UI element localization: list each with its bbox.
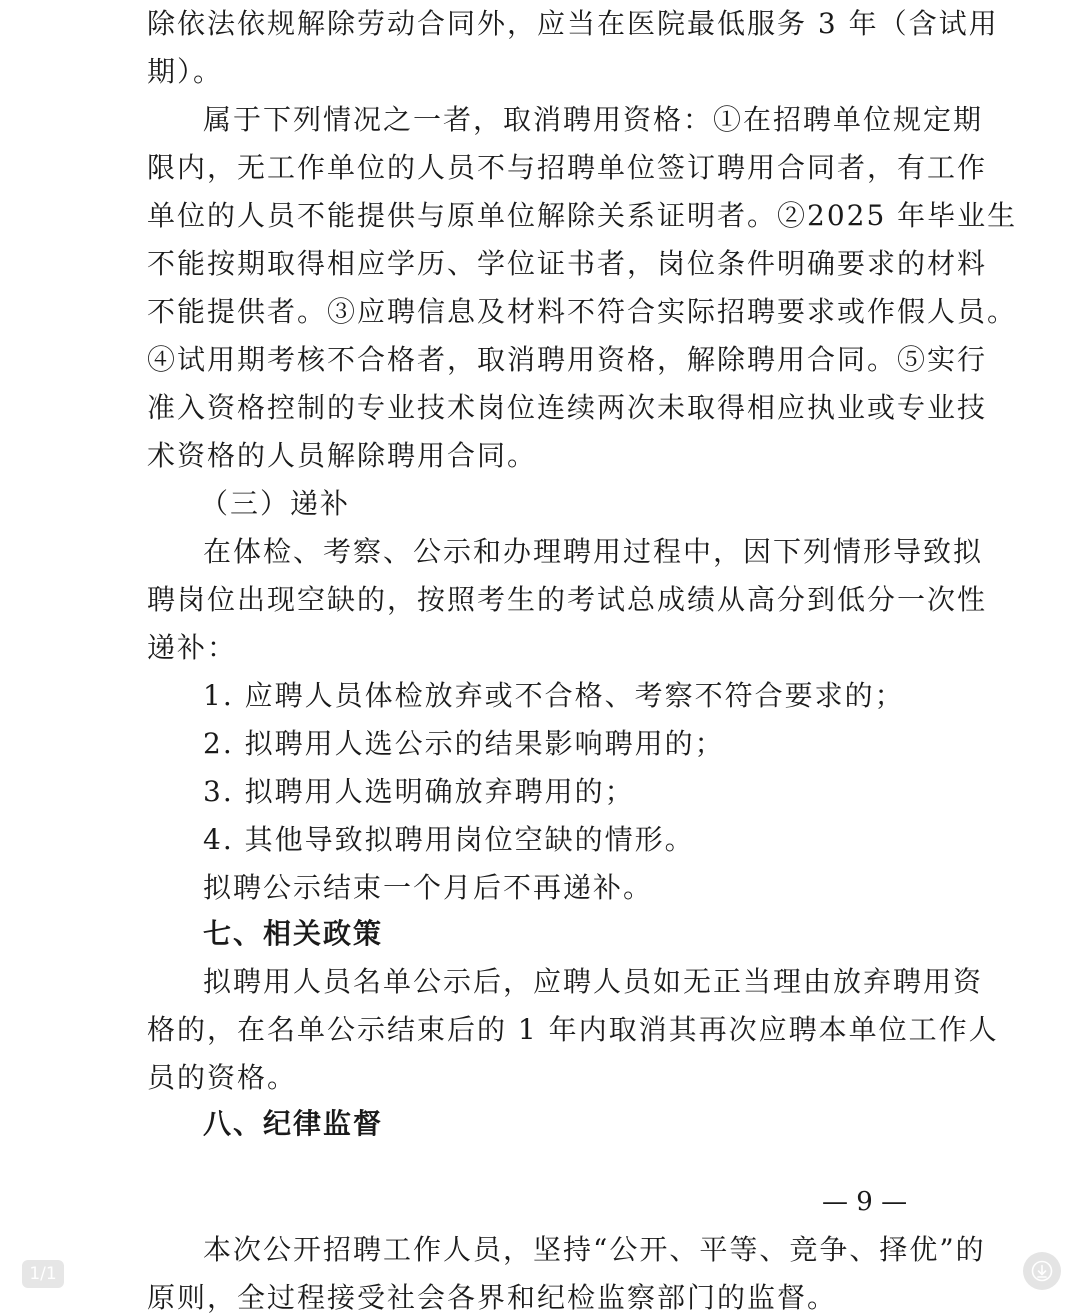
- paragraph-line: 准入资格控制的专业技术岗位连续两次未取得相应执业或专业技: [147, 391, 988, 424]
- list-item: 4. 其他导致拟聘用岗位空缺的情形。: [203, 823, 695, 856]
- paragraph-line: 员的资格。: [147, 1061, 298, 1094]
- paragraph-line: 除依法依规解除劳动合同外，应当在医院最低服务 3 年（含试用: [147, 7, 999, 40]
- paragraph-line: 单位的人员不能提供与原单位解除关系证明者。②2025 年毕业生: [147, 199, 1018, 232]
- paragraph-line: 限内，无工作单位的人员不与招聘单位签订聘用合同者，有工作: [147, 151, 988, 184]
- section-heading: 七、相关政策: [203, 917, 384, 950]
- paragraph-line: 术资格的人员解除聘用合同。: [147, 439, 538, 472]
- paragraph-line: 不能提供者。③应聘信息及材料不符合实际招聘要求或作假人员。: [147, 295, 1018, 328]
- paragraph-line: 聘岗位出现空缺的，按照考生的考试总成绩从高分到低分一次性: [147, 583, 988, 616]
- list-item: 2. 拟聘用人选公示的结果影响聘用的；: [203, 727, 725, 760]
- paragraph-line: 本次公开招聘工作人员，坚持“公开、平等、竞争、择优”的: [203, 1233, 986, 1266]
- paragraph-line: 不能按期取得相应学历、学位证书者，岗位条件明确要求的材料: [147, 247, 988, 280]
- page-number: — 9 —: [822, 1187, 908, 1217]
- paragraph-line: 属于下列情况之一者，取消聘用资格：①在招聘单位规定期: [203, 103, 984, 136]
- list-item: 1. 应聘人员体检放弃或不合格、考察不符合要求的；: [203, 679, 905, 712]
- paragraph-line: 格的，在名单公示结束后的 1 年内取消其再次应聘本单位工作人: [147, 1013, 999, 1046]
- section-heading: 八、纪律监督: [203, 1107, 384, 1140]
- subsection-heading: （三）递补: [200, 487, 351, 520]
- paragraph-line: 期）。: [147, 55, 224, 88]
- page-indicator: 1/1: [22, 1260, 64, 1288]
- paragraph-line: ④试用期考核不合格者，取消聘用资格，解除聘用合同。⑤实行: [147, 343, 988, 376]
- download-icon: [1031, 1260, 1053, 1282]
- paragraph-line: 原则，全过程接受社会各界和纪检监察部门的监督。: [147, 1281, 838, 1314]
- download-button[interactable]: [1023, 1252, 1061, 1290]
- paragraph-line: 拟聘公示结束一个月后不再递补。: [203, 871, 654, 904]
- paragraph-line: 在体检、考察、公示和办理聘用过程中，因下列情形导致拟: [203, 535, 984, 568]
- list-item: 3. 拟聘用人选明确放弃聘用的；: [203, 775, 635, 808]
- paragraph-line: 拟聘用人员名单公示后，应聘人员如无正当理由放弃聘用资: [203, 965, 984, 998]
- paragraph-line: 递补：: [147, 631, 238, 664]
